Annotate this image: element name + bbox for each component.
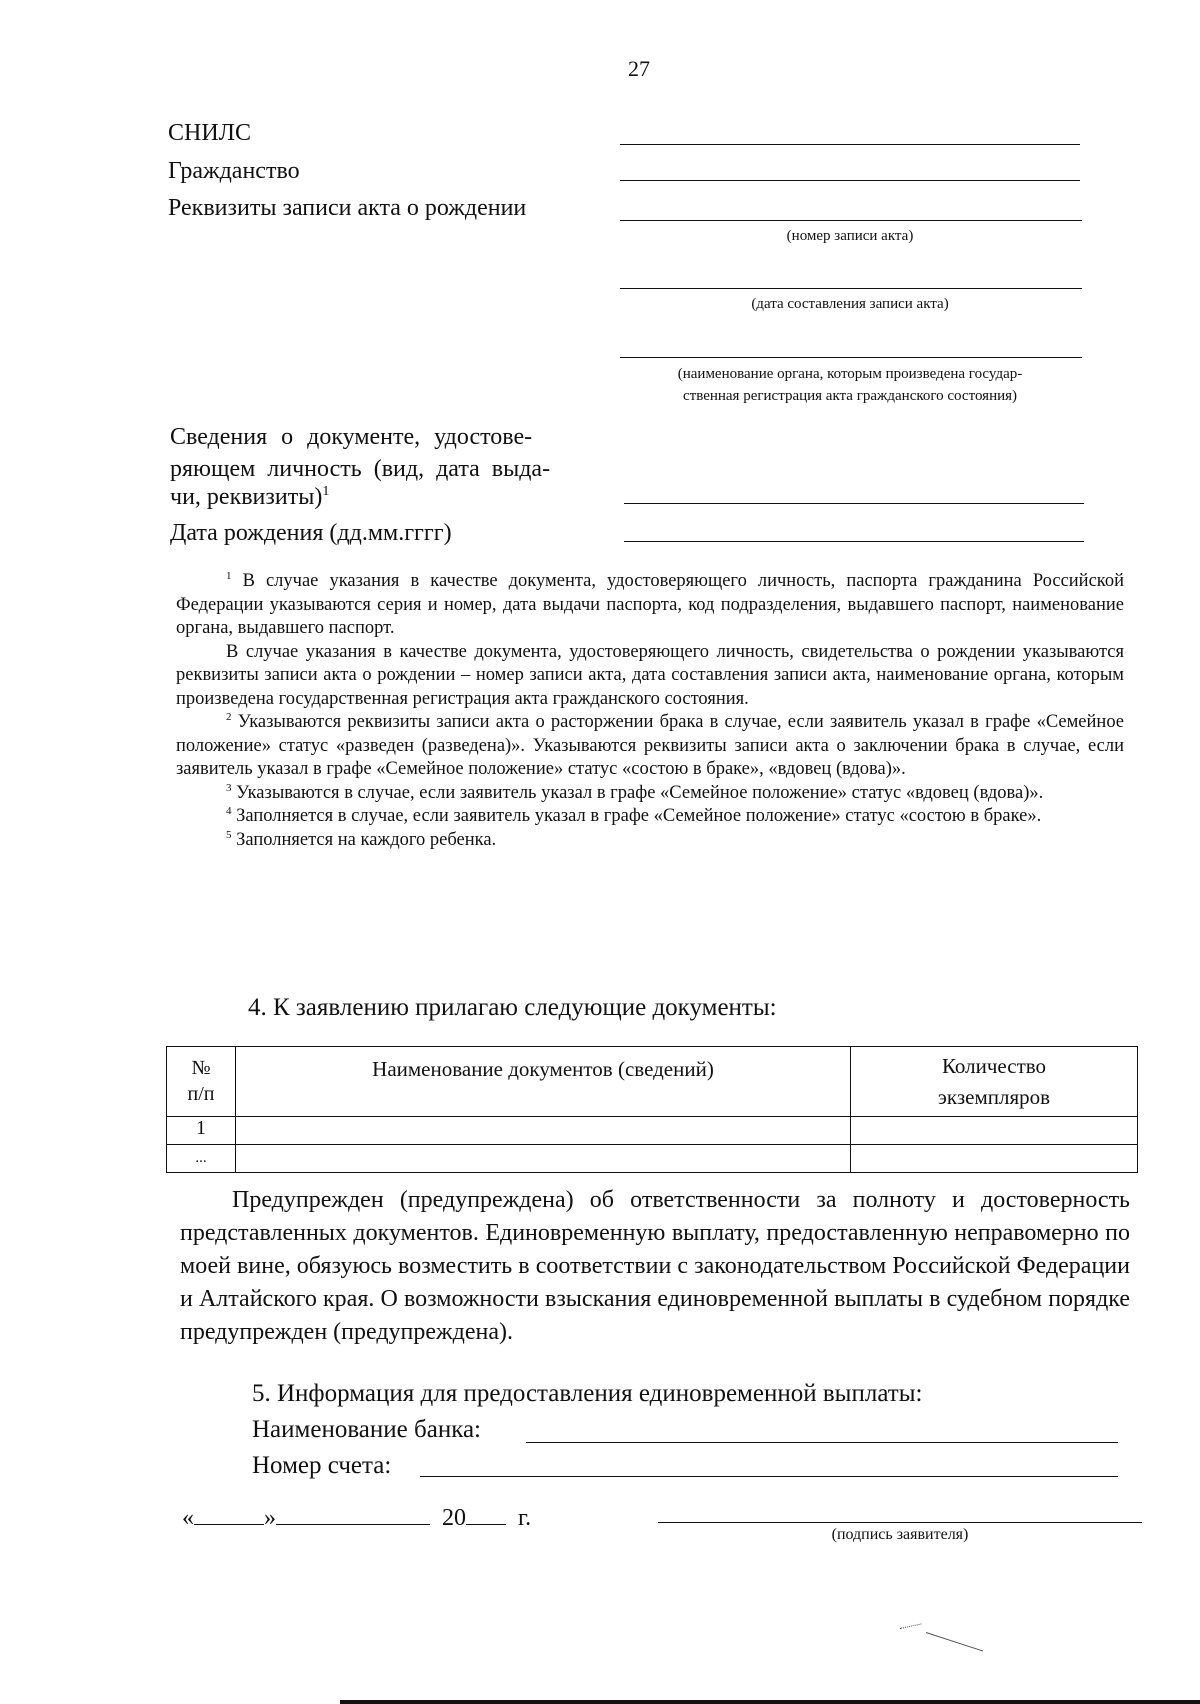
footnote-5-mark: 5 <box>226 828 232 841</box>
footnote-5 <box>176 829 1124 853</box>
signature-line[interactable] <box>658 1522 1142 1523</box>
birth-record-label: Реквизиты записи акта о рождении <box>168 195 527 221</box>
footnote-1 <box>176 570 1124 641</box>
footnote-2-mark: 2 <box>226 710 232 723</box>
row-2-name[interactable] <box>236 1145 851 1173</box>
footnote-2 <box>176 711 1124 782</box>
year-prefix: 20 <box>442 1505 466 1531</box>
header-name-cell: Наименование документов (сведений) <box>236 1047 851 1117</box>
footnote-2-text: Указываются реквизиты записи акта о расторжении брака в случае, если заявитель указал в графе «Семейное положение» статус «разведен (разведена)». Указываются реквизиты записи акта о заключении брака в случае, если заявитель указал в графе «Семейное положение» статус «состою в браке», «вдовец (вдова)». <box>176 712 1125 779</box>
registry-caption-1: (наименование органа, которым произведена государ- <box>677 366 1023 382</box>
footnote-1-mark: 1 <box>226 569 232 582</box>
date-block <box>182 1502 531 1532</box>
identity-doc-line[interactable] <box>624 503 1084 504</box>
documents-table <box>166 1046 1138 1173</box>
warning-text: Предупрежден (предупреждена) об ответственности за полноту и достоверность представленных документов. Единовременную выплату, предоставленную неправомерно по моей вине, обязуюсь возместить в соответствии с законодательством Российской Федерации и Алтайского края. О возможности взыскания единовременной выплаты в судебном порядке предупрежден (предупреждена). <box>180 1187 1130 1345</box>
footnote-4 <box>176 805 1124 829</box>
bank-line[interactable] <box>526 1442 1118 1443</box>
footnote-ref-1: 1 <box>322 484 330 499</box>
registry-caption-2: ственная регистрация акта гражданского состояния) <box>682 388 1018 404</box>
footnote-3-text: Указываются в случае, если заявитель указал в графе «Семейное положение» статус «вдовец (вдова)». <box>236 782 1044 803</box>
footnote-3-mark: 3 <box>226 781 232 794</box>
record-date-caption: (дата составления записи акта) <box>751 296 949 312</box>
row-1-qty[interactable] <box>851 1117 1138 1145</box>
citizenship-line[interactable] <box>620 180 1080 181</box>
account-line[interactable] <box>420 1476 1118 1477</box>
birth-date-line[interactable] <box>624 541 1084 542</box>
citizenship-label: Гражданство <box>168 158 300 184</box>
page-bottom-edge <box>340 1700 1200 1704</box>
signature-caption: (подпись заявителя) <box>831 1526 969 1543</box>
identity-doc-label-2: ряющем личность (вид, дата выда- <box>170 456 551 482</box>
footnote-1-cont: В случае указания в качестве документа, удостоверяющего личность, свидетельства о рождении указываются реквизиты записи акта о рождении – номер записи акта, дата составления записи акта, наименование органа, которым произведена государственная регистрация акта гражданского состояния. <box>176 641 1124 709</box>
record-number-caption: (номер записи акта) <box>786 228 914 244</box>
record-number-line[interactable] <box>620 220 1082 221</box>
birth-date-label: Дата рождения (дд.мм.гггг) <box>170 520 452 546</box>
row-1-name[interactable] <box>236 1117 851 1145</box>
footnote-5-text: Заполняется на каждого ребенка. <box>236 829 497 850</box>
table-row <box>167 1117 1138 1145</box>
footnotes <box>176 570 1124 852</box>
open-quote: « <box>182 1505 194 1531</box>
header-qty-2: экземпляров <box>937 1085 1051 1109</box>
footnote-4-text: Заполняется в случае, если заявитель указал в графе «Семейное положение» статус «состою в браке». <box>236 806 1042 826</box>
record-date-line[interactable] <box>620 288 1082 289</box>
day-blank[interactable] <box>194 1502 264 1525</box>
table-row <box>167 1145 1138 1173</box>
year-suffix: г. <box>518 1505 532 1531</box>
identity-doc-label-1: Сведения о документе, удостове- <box>170 424 533 450</box>
section-4-heading: 4. К заявлению прилагаю следующие документы: <box>248 994 777 1021</box>
snils-label: СНИЛС <box>168 120 251 146</box>
table-header-row <box>167 1047 1138 1117</box>
footnote-4-mark: 4 <box>226 804 232 817</box>
snils-line[interactable] <box>620 144 1080 145</box>
bank-label: Наименование банка: <box>252 1416 482 1443</box>
page-number: 27 <box>628 56 650 81</box>
header-num-2: п/п <box>187 1083 215 1105</box>
identity-doc-label-3 <box>170 484 329 511</box>
section-5-heading: 5. Информация для предоставления единовременной выплаты: <box>252 1380 923 1407</box>
row-2-qty[interactable] <box>851 1145 1138 1173</box>
year-blank[interactable] <box>466 1502 506 1525</box>
account-label: Номер счета: <box>252 1452 392 1479</box>
header-qty-cell <box>851 1047 1138 1117</box>
header-num-cell <box>167 1047 236 1117</box>
footnote-3 <box>176 782 1124 806</box>
close-quote: » <box>264 1505 276 1531</box>
scan-scratch <box>900 1623 922 1629</box>
row-2-num: ... <box>167 1145 236 1173</box>
footnote-1-text: В случае указания в качестве документа, удостоверяющего личность, паспорта гражданина Российской Федерации указываются серия и номер, дата выдачи паспорта, код подразделения, выдавшего паспорт, наименование органа, выдавшего паспорт. <box>176 571 1124 638</box>
registry-organ-line[interactable] <box>620 357 1082 358</box>
scan-scratch <box>926 1632 983 1651</box>
header-num-1: № <box>191 1057 211 1079</box>
identity-doc-label-text: чи, реквизиты) <box>170 484 323 510</box>
header-qty-1: Количество <box>941 1054 1047 1078</box>
month-blank[interactable] <box>276 1502 430 1525</box>
row-1-num: 1 <box>167 1117 236 1145</box>
warning-block <box>180 1184 1130 1349</box>
